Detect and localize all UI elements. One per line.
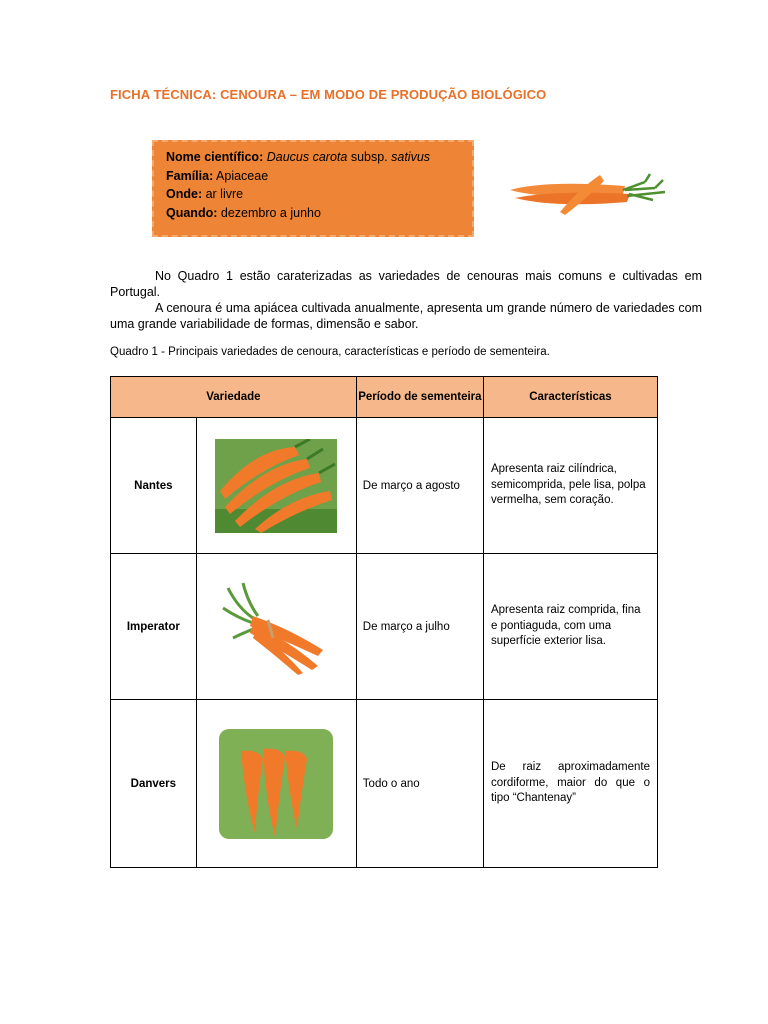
carrots-header-image bbox=[505, 160, 675, 220]
variety-image-cell bbox=[196, 418, 356, 554]
variety-description: De raiz aproximadamente cordiforme, maior do que o tipo “Chantenay” bbox=[483, 700, 657, 868]
table-row bbox=[111, 418, 658, 554]
scientific-name-genus: Daucus carota bbox=[266, 150, 348, 164]
scientific-name-mid: subsp. bbox=[347, 150, 392, 164]
varieties-table bbox=[110, 376, 658, 868]
variety-description: Apresenta raiz comprida, fina e pontiaguda, com uma superfície exterior lisa. bbox=[483, 554, 657, 700]
imperator-carrots-image bbox=[218, 578, 334, 676]
table-header-row bbox=[111, 377, 658, 418]
nantes-carrots-image bbox=[215, 439, 337, 533]
variety-image-cell bbox=[196, 700, 356, 868]
table-caption: Quadro 1 - Principais variedades de cenoura, características e período de sementeira. bbox=[110, 346, 550, 358]
variety-period: Todo o ano bbox=[356, 700, 483, 868]
when-value: dezembro a junho bbox=[217, 205, 321, 220]
header-variedade: Variedade bbox=[111, 377, 357, 418]
page-title: FICHA TÉCNICA: CENOURA – EM MODO DE PRODUÇÃO BIOLÓGICO bbox=[110, 87, 547, 102]
paragraph-1 bbox=[110, 268, 702, 300]
family-value: Apiaceae bbox=[213, 168, 269, 183]
variety-name: Nantes bbox=[111, 418, 197, 554]
where-value: ar livre bbox=[202, 187, 244, 201]
paragraph-1-text: No Quadro 1 estão caraterizadas as variedades de cenouras mais comuns e cultivadas em Portugal. bbox=[110, 269, 702, 299]
danvers-carrots-image bbox=[219, 729, 333, 839]
variety-period: De março a agosto bbox=[356, 418, 483, 554]
paragraph-2 bbox=[110, 300, 702, 332]
header-caracteristicas: Características bbox=[483, 377, 657, 418]
paragraph-2-text: A cenoura é uma apiácea cultivada anualmente, apresenta um grande número de variedades com uma grande variabilidade de formas, dimensão e sabor. bbox=[110, 301, 702, 331]
variety-name: Imperator bbox=[111, 554, 197, 700]
family-line bbox=[166, 167, 472, 186]
when-label: Quando: bbox=[166, 205, 218, 220]
variety-description: Apresenta raiz cilíndrica, semicomprida, pele lisa, polpa vermelha, sem coração. bbox=[483, 418, 657, 554]
family-label: Família: bbox=[166, 168, 214, 183]
scientific-name-label: Nome científico: bbox=[166, 150, 264, 164]
table-row bbox=[111, 554, 658, 700]
where-label: Onde: bbox=[166, 187, 203, 201]
header-periodo: Período de sementeira bbox=[356, 377, 483, 418]
scientific-name-subspecies: sativus bbox=[391, 150, 431, 164]
variety-period: De março a julho bbox=[356, 554, 483, 700]
info-box bbox=[152, 140, 474, 237]
variety-name: Danvers bbox=[111, 700, 197, 868]
table-row bbox=[111, 700, 658, 868]
scientific-name-line bbox=[166, 148, 472, 167]
when-line bbox=[166, 204, 472, 223]
variety-image-cell bbox=[196, 554, 356, 700]
where-line bbox=[166, 185, 472, 204]
